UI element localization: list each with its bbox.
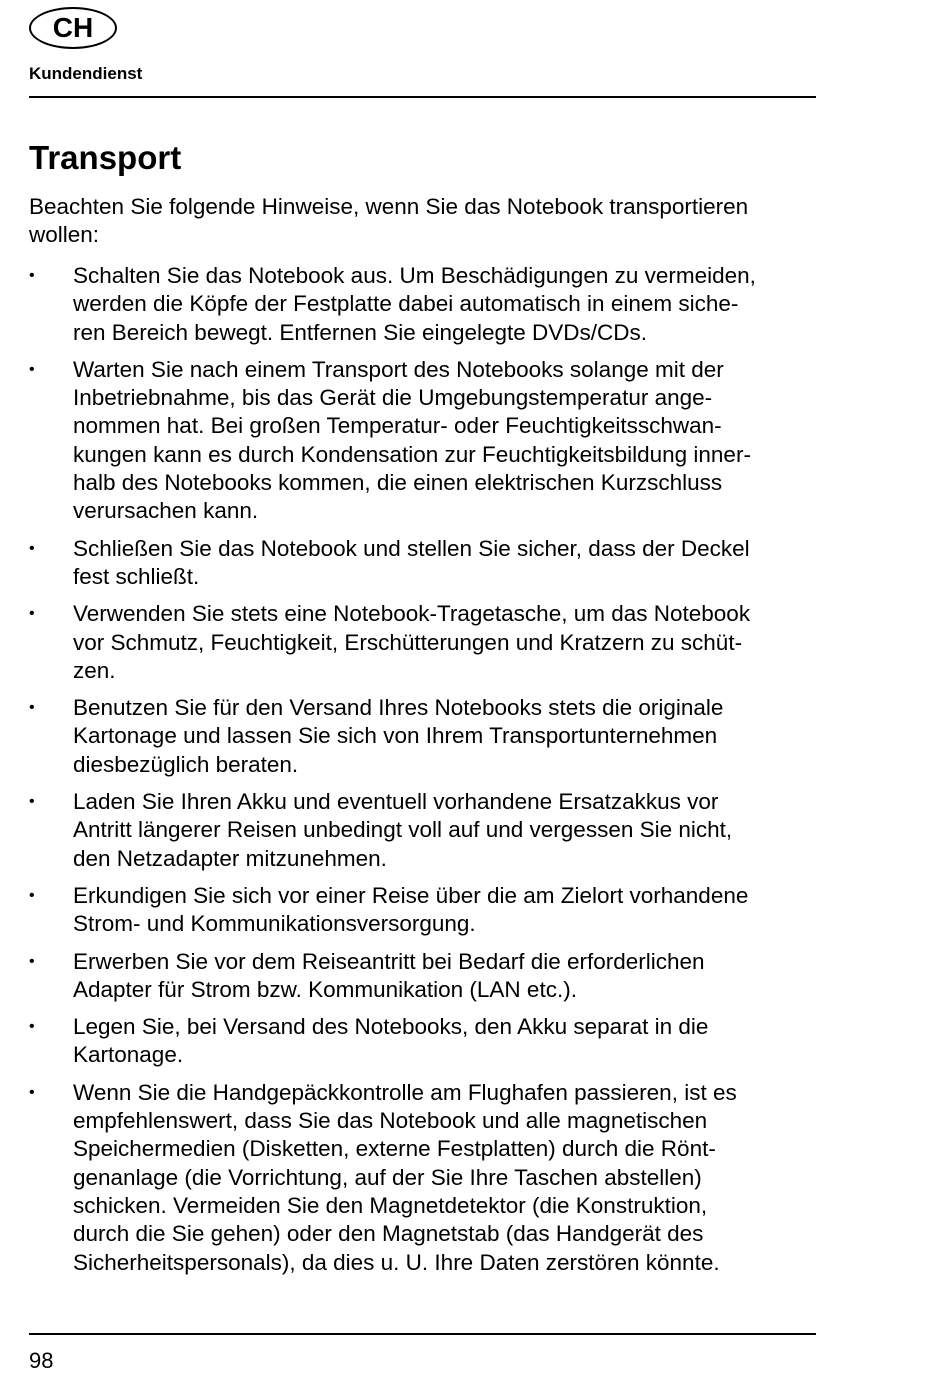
list-item-line: Legen Sie, bei Versand des Notebooks, den Akku separat in die: [73, 1014, 709, 1040]
footer-divider: [29, 1333, 816, 1335]
list-item-line: den Netzadapter mitzunehmen.: [73, 845, 387, 871]
list-item-line: Inbetriebnahme, bis das Gerät die Umgebungstemperatur ange-: [73, 385, 713, 411]
list-item-line: Speichermedien (Disketten, externe Festplatten) durch die Rönt-: [73, 1136, 716, 1162]
list-item-line: schicken. Vermeiden Sie den Magnetdetektor (die Konstruktion,: [73, 1192, 708, 1218]
list-item-line: genanlage (die Vorrichtung, auf der Sie Ihre Taschen abstellen): [73, 1164, 702, 1190]
list-item-line: diesbezüglich beraten.: [73, 751, 299, 777]
list-item-line: Adapter für Strom bzw. Kommunikation (LAN etc.).: [73, 976, 577, 1002]
bullet-icon: •: [29, 605, 35, 623]
list-item-line: Warten Sie nach einem Transport des Notebooks solange mit der: [73, 356, 724, 382]
list-item-line: werden die Köpfe der Festplatte dabei automatisch in einem siche-: [73, 291, 739, 317]
list-item-line: Kartonage und lassen Sie sich von Ihrem Transportunternehmen: [73, 723, 718, 749]
list-item-line: verursachen kann.: [73, 498, 259, 524]
list-item: [29, 788, 829, 873]
header-divider: [29, 96, 816, 98]
section-label: Kundendienst: [29, 64, 143, 83]
list-item: [29, 882, 829, 939]
list-item-line: Schließen Sie das Notebook und stellen Sie sicher, dass der Deckel: [73, 535, 750, 561]
page-number: 98: [29, 1348, 54, 1373]
list-item-line: zen.: [73, 657, 116, 683]
bullet-icon: •: [29, 267, 35, 284]
list-item-line: empfehlenswert, dass Sie das Notebook und alle magnetischen: [73, 1108, 708, 1134]
bullet-icon: •: [29, 539, 35, 557]
list-item: [29, 1079, 829, 1277]
list-item-line: halb des Notebooks kommen, die einen elektrischen Kurzschluss: [73, 470, 723, 496]
list-item-line: Sicherheitspersonals), da dies u. U. Ihre Daten zerstören könnte.: [73, 1249, 720, 1275]
list-item-line: Verwenden Sie stets eine Notebook-Tragetasche, um das Notebook: [73, 601, 751, 627]
bullet-icon: •: [29, 952, 35, 970]
list-item-line: kungen kann es durch Kondensation zur Feuchtigkeitsbildung inner-: [73, 441, 751, 467]
bullet-icon: •: [29, 1083, 35, 1101]
list-item-line: Erwerben Sie vor dem Reiseantritt bei Bedarf die erforderlichen: [73, 948, 705, 974]
list-item-line: Strom- und Kommunikationsversorgung.: [73, 911, 476, 937]
bullet-icon: •: [29, 699, 35, 717]
list-item: [29, 694, 829, 779]
bullet-icon: •: [29, 886, 35, 904]
list-item-line: Erkundigen Sie sich vor einer Reise über die am Zielort vorhandene: [73, 882, 749, 908]
list-item-line: durch die Sie gehen) oder den Magnetstab (das Handgerät des: [73, 1221, 704, 1247]
intro-paragraph: [29, 193, 829, 250]
list-item-line: ren Bereich bewegt. Entfernen Sie eingelegte DVDs/CDs.: [73, 319, 648, 345]
list-item-line: nommen hat. Bei großen Temperatur- oder Feuchtigkeitsschwan-: [73, 413, 722, 439]
list-item: [29, 535, 829, 592]
list-item-line: fest schließt.: [73, 563, 200, 589]
list-item-line: vor Schmutz, Feuchtigkeit, Erschütterungen und Kratzern zu schüt-: [73, 629, 743, 655]
list-item-line: Schalten Sie das Notebook aus. Um Beschädigungen zu vermeiden,: [73, 263, 756, 288]
list-item-line: Laden Sie Ihren Akku und eventuell vorhandene Ersatzakkus vor: [73, 789, 719, 815]
bullet-icon: •: [29, 360, 35, 378]
list-item: [29, 262, 829, 347]
list-item: [29, 948, 829, 1005]
list-item-line: Wenn Sie die Handgepäckkontrolle am Flughafen passieren, ist es: [73, 1079, 737, 1105]
transport-notes-list: [29, 262, 829, 1286]
list-item: [29, 600, 829, 685]
intro-line: wollen:: [29, 222, 100, 248]
list-item-line: Antritt längerer Reisen unbedingt voll auf und vergessen Sie nicht,: [73, 817, 733, 843]
bullet-icon: •: [29, 1018, 35, 1036]
bullet-icon: •: [29, 793, 35, 811]
list-item-line: Kartonage.: [73, 1042, 184, 1068]
list-item: [29, 356, 829, 526]
country-code-badge: CH: [29, 7, 117, 49]
page-title: Transport: [29, 139, 182, 176]
intro-line: Beachten Sie folgende Hinweise, wenn Sie das Notebook transportieren: [29, 194, 749, 219]
list-item-line: Benutzen Sie für den Versand Ihres Notebooks stets die originale: [73, 695, 724, 721]
list-item: [29, 1013, 829, 1070]
